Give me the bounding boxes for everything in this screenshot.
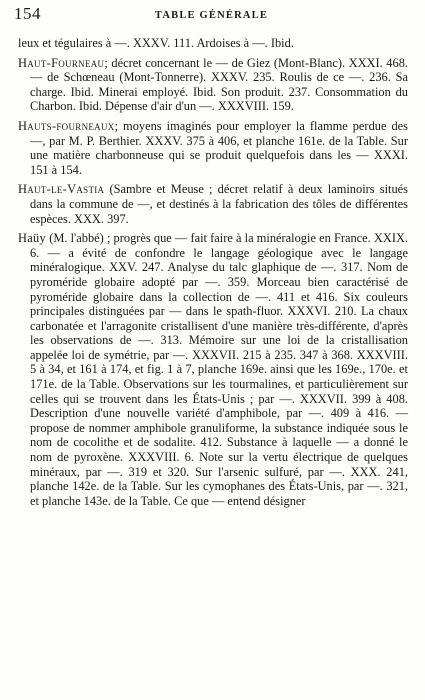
index-body [18,36,408,513]
entry-heading: Hauts-fourneaux [18,118,115,133]
index-entry-haut-le-vastia [18,182,408,226]
index-entry-haut-fourneau [18,56,408,114]
index-entry-continuation [18,36,408,51]
page-number: 154 [14,4,41,23]
entry-text: leux et tégulaires à —. XXXV. 111. Ardoises à —. Ibid. [18,36,294,50]
entry-text: (Sambre et Meuse ; décret relatif à deux laminoirs situés dans la commune de —, et destinés à la fabrication des tôles de différentes espèces. XXX. 397. [30,182,408,226]
index-entry-hauy [18,231,408,508]
entry-heading: Haut-le-Vastia [18,182,105,197]
entry-heading: Haut-Fourneau [18,55,105,70]
entry-heading: Haüy [18,231,47,246]
page-header [14,4,409,32]
entry-text: ; décret concernant le — de Giez (Mont-Blanc). XXXI. 468. — de Schœneau (Mont-Tonnerre). XXXV. 235. Roulis de ce —. 236. Sa charge. Ibid. Minerai employé. Ibid. Son produit. 237. Consommation du Charbon. Ibid. Dépense d'air d'un —. XXXVIII. 159. [30,55,408,114]
entry-text: (M. l'abbé) ; progrès que — fait faire à la minéralogie en France. XXIX. 6. — a évité de confondre le langage géologique avec le langage minéralogique. XXV. 247. Analyse du talc glaphique de —. 317. Nom de pyroméride globaire adopté par —. 359. Morceau bien caractérisé de pyroméride globaire dans la collection de —. 411 et 416. Six couleurs principales distinguées par — dans le spath-fluor. XXXVI. 210. La chaux carbonatée et l'arragonite cristallisent d'une manière très-différente, d'après les observations de —. 313. Mémoire sur une loi de la cristallisation appelée loi de symétrie, par —. XXXVII. 215 à 235. 347 à 368. XXXVIII. 5 à 34, et 161 à 174, et fig. 1 à 7, planche 169e. ainsi que les 169e., 170e. et 171e. de la Table. Observations sur les tourmalines, et particulièrement sur celles qui se trouvent dans les États-Unis ; par —. XXXVII. 399 à 408. Description d'une nouvelle variété d'amphibole, par —. 409 à 416. — propose de nommer amphibole granuliforme, la substance indiquée sous le nom de cocolithe et de sodalite. 412. Substance à laquelle — a donné le nom de pyroxène. XXXVIII. 6. Note sur la vertu électrique de quelques minéraux, par —. 319 et 320. Sur l'arsenic sulfuré, par —. XXX. 241, planche 142e. de la Table. Sur les cymophanes des États-Unis, par —. 321, et planche 143e. de la Table. Ce que — entend désigner [30,231,408,508]
index-entry-hauts-fourneaux [18,119,408,177]
entry-text: ; moyens imaginés pour employer la flamme perdue des —, par M. P. Berthier. XXXV. 375 à 406, et planche 161e. de la Table. Sur une matière charbonneuse qui se produit quelquefois dans les — XXXI. 151 à 154. [30,118,408,177]
running-title: TABLE GÉNÉRALE [154,10,269,21]
